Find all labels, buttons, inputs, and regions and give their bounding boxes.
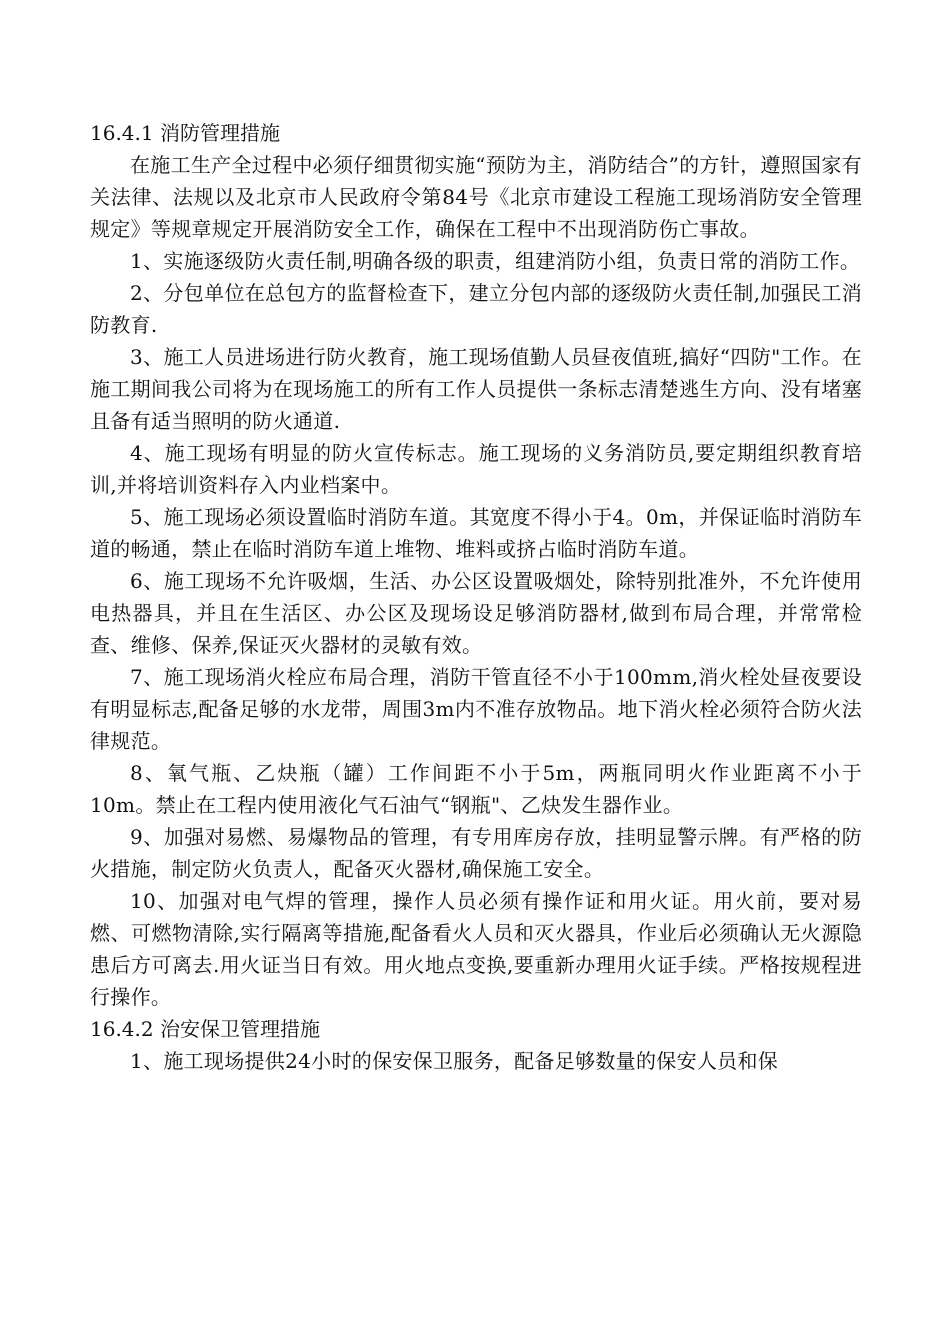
fire-intro-paragraph: 在施工生产全过程中必须仔细贯彻实施“预防为主，消防结合”的方针，遵照国家有关法律、法规以及北京市人民政府令第84号《北京市建设工程施工现场消防安全管理规定》等规章规定开展消防安全工作，确保在工程中不出现消防伤亡事故。 <box>90 153 862 241</box>
section-heading-security-management: 16.4.2 治安保卫管理措施 <box>90 1017 320 1041</box>
fire-item-4: 4、施工现场有明显的防火宣传标志。施工现场的义务消防员,要定期组织教育培训,并将培训资料存入内业档案中。 <box>90 441 862 497</box>
security-item-1: 1、施工现场提供24小时的保安保卫服务，配备足够数量的保安人员和保 <box>130 1049 779 1073</box>
fire-item-10: 10、加强对电气焊的管理，操作人员必须有操作证和用火证。用火前，要对易燃、可燃物清除,实行隔离等措施,配备看火人员和灭火器具，作业后必须确认无火源隐患后方可离去.用火证当日有效。用火地点变换,要重新办理用火证手续。严格按规程进行操作。 <box>90 889 862 1009</box>
fire-item-3: 3、施工人员进场进行防火教育，施工现场值勤人员昼夜值班,搞好“四防"工作。在施工期间我公司将为在现场施工的所有工作人员提供一条标志清楚逃生方向、没有堵塞且备有适当照明的防火通道. <box>90 345 862 433</box>
document-page <box>90 117 862 1077</box>
section-heading-fire-management: 16.4.1 消防管理措施 <box>90 121 280 145</box>
fire-item-9: 9、加强对易燃、易爆物品的管理，有专用库房存放，挂明显警示牌。有严格的防火措施，制定防火负责人，配备灭火器材,确保施工安全。 <box>90 825 862 881</box>
fire-item-8: 8、氧气瓶、乙炔瓶（罐）工作间距不小于5m，两瓶同明火作业距离不小于10m。禁止在工程内使用液化气石油气“钢瓶"、乙炔发生器作业。 <box>90 761 862 817</box>
fire-item-7: 7、施工现场消火栓应布局合理，消防干管直径不小于100mm,消火栓处昼夜要设有明显标志,配备足够的水龙带，周围3m内不准存放物品。地下消火栓必须符合防火法律规范。 <box>90 665 862 753</box>
fire-item-2: 2、分包单位在总包方的监督检查下，建立分包内部的逐级防火责任制,加强民工消防教育. <box>90 281 862 337</box>
fire-item-1: 1、实施逐级防火责任制,明确各级的职责，组建消防小组，负责日常的消防工作。 <box>130 249 861 273</box>
fire-item-5: 5、施工现场必须设置临时消防车道。其宽度不得小于4。0m，并保证临时消防车道的畅通，禁止在临时消防车道上堆物、堆料或挤占临时消防车道。 <box>90 505 862 561</box>
fire-item-6: 6、施工现场不允许吸烟，生活、办公区设置吸烟处，除特别批准外，不允许使用电热器具，并且在生活区、办公区及现场设足够消防器材,做到布局合理，并常常检查、维修、保养,保证灭火器材的灵敏有效。 <box>90 569 862 657</box>
